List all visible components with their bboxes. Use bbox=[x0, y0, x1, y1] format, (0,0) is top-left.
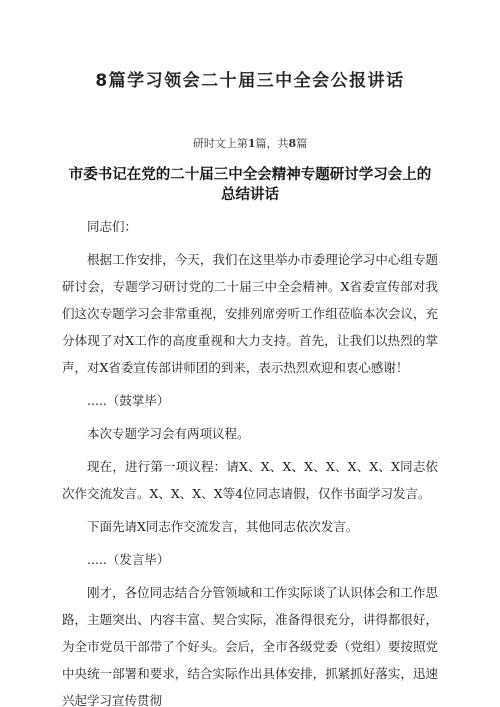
document-byline bbox=[62, 135, 438, 151]
paragraph-speaker-order: 下面先请X同志作交流发言，其他同志依次发言。 bbox=[87, 519, 359, 534]
byline-total-number: 8 bbox=[288, 137, 297, 150]
paragraph-speech-end-note: .....（发言毕） bbox=[87, 552, 170, 567]
speech-subtitle: 市委书记在党的二十届三中全会精神专题研讨学习会上的总结讲话 bbox=[68, 167, 432, 203]
byline-prefix: 研时文上第 bbox=[192, 137, 248, 150]
document-title: 8篇学习领会二十届三中全会公报讲话 bbox=[95, 71, 405, 91]
paragraph-applause-note: .....（鼓掌毕） bbox=[87, 393, 170, 408]
byline-suffix: 篇 bbox=[296, 137, 308, 150]
byline-current-number: 1 bbox=[247, 137, 256, 150]
paragraph-opening: 根据工作安排，今天，我们在这里举办市委理论学习中心组专题研讨会，专题学习研讨党的二十届三中全会精神。X省委宣传部对我们这次专题学习会非常重视，安排列席旁听工作组莅临本次会议，充分体现了对X工作的高度重视和大力支持。首先，让我们以热烈的掌声，对X省委宣传部讲师团的到来，表示热烈欢迎和衷心感谢！ bbox=[62, 252, 438, 375]
paragraph-first-item: 现在，进行第一项议程：请X、X、X、X、X、X、X、X同志依次作交流发言。X、X、X、X等4位同志请假，仅作书面学习发言。 bbox=[62, 459, 438, 501]
paragraph-summary: 刚才，各位同志结合分管领域和工作实际谈了认识体会和工作思路，主题突出、内容丰富、契合实际，准备得很充分，讲得都很好，为全市党员干部带了个好头。会后，全市各级党委（党组）要按照党中央统一部署和要求，结合实际作出具体安排，抓紧抓好落实，迅速兴起学习宣传贯彻 bbox=[62, 585, 438, 707]
paragraph-agenda: 本次专题学习会有两项议程。 bbox=[87, 426, 250, 441]
paragraph-salutation: 同志们： bbox=[87, 219, 138, 234]
byline-middle: 篇，共 bbox=[255, 137, 289, 150]
